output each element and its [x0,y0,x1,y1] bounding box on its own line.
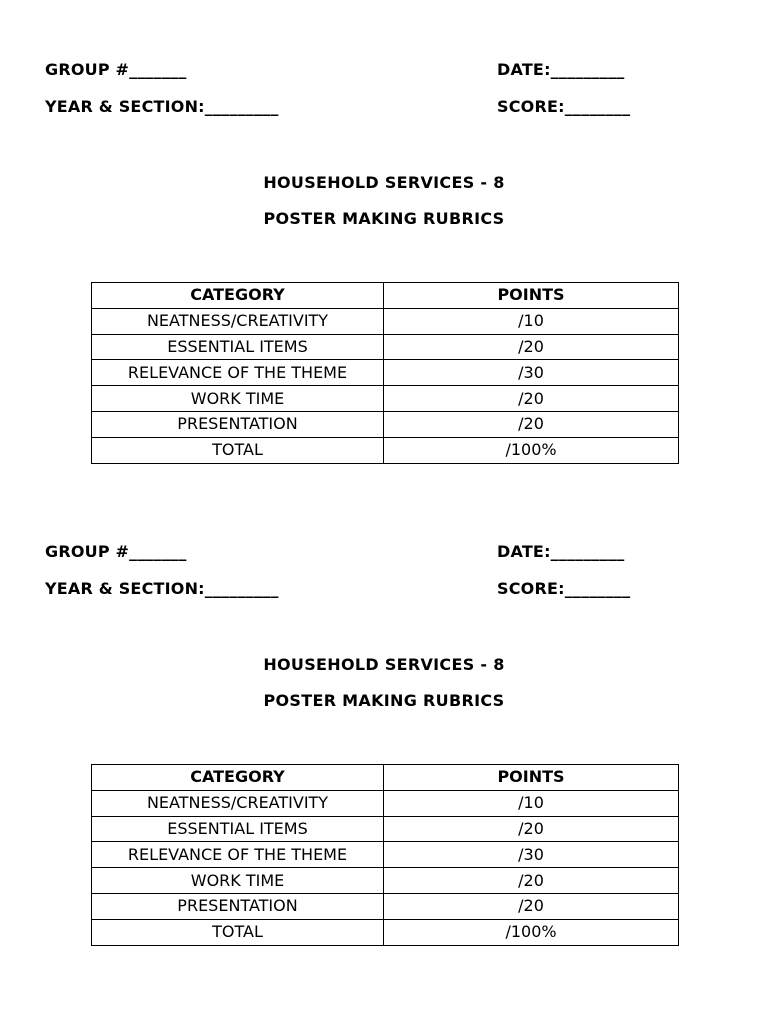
year-section-field: YEAR & SECTION:_________ [45,579,279,598]
category-cell: RELEVANCE OF THE THEME [92,842,384,868]
table-header-row [92,765,679,791]
table-row [92,411,679,437]
category-cell: WORK TIME [92,868,384,894]
category-cell: NEATNESS/CREATIVITY [92,308,384,334]
points-cell: /20 [384,334,679,360]
rubric-title: POSTER MAKING RUBRICS [263,209,505,228]
category-cell: ESSENTIAL ITEMS [92,334,384,360]
date-field: DATE:_________ [497,60,625,79]
category-column-header: CATEGORY [92,283,384,309]
category-cell: ESSENTIAL ITEMS [92,816,384,842]
table-row [92,816,679,842]
category-cell: TOTAL [92,919,384,945]
group-number-field: GROUP #_______ [45,60,187,79]
table-row [92,790,679,816]
category-cell: NEATNESS/CREATIVITY [92,790,384,816]
category-cell: TOTAL [92,437,384,463]
year-section-field: YEAR & SECTION:_________ [45,97,279,116]
score-field: SCORE:________ [497,97,631,116]
rubric-sheet-1 [0,0,768,482]
table-row [92,386,679,412]
category-cell: PRESENTATION [92,893,384,919]
subject-heading: HOUSEHOLD SERVICES - 8 [263,173,505,192]
rubric-sheet-2 [0,482,768,964]
table-total-row [92,919,679,945]
table-total-row [92,437,679,463]
subject-heading: HOUSEHOLD SERVICES - 8 [263,655,505,674]
points-cell: /20 [384,816,679,842]
category-cell: WORK TIME [92,386,384,412]
table-row [92,360,679,386]
rubric-title: POSTER MAKING RUBRICS [263,691,505,710]
table-header-row [92,283,679,309]
table-row [92,308,679,334]
category-cell: RELEVANCE OF THE THEME [92,360,384,386]
points-cell: /20 [384,411,679,437]
points-cell: /30 [384,842,679,868]
table-row [92,842,679,868]
table-row [92,893,679,919]
points-cell: /20 [384,386,679,412]
points-cell: /100% [384,437,679,463]
points-cell: /30 [384,360,679,386]
category-column-header: CATEGORY [92,765,384,791]
rubric-table [91,282,679,464]
points-column-header: POINTS [384,765,679,791]
points-column-header: POINTS [384,283,679,309]
points-cell: /10 [384,790,679,816]
points-cell: /10 [384,308,679,334]
points-cell: /20 [384,868,679,894]
score-field: SCORE:________ [497,579,631,598]
table-row [92,334,679,360]
group-number-field: GROUP #_______ [45,542,187,561]
points-cell: /100% [384,919,679,945]
table-row [92,868,679,894]
category-cell: PRESENTATION [92,411,384,437]
rubric-table [91,764,679,946]
points-cell: /20 [384,893,679,919]
date-field: DATE:_________ [497,542,625,561]
